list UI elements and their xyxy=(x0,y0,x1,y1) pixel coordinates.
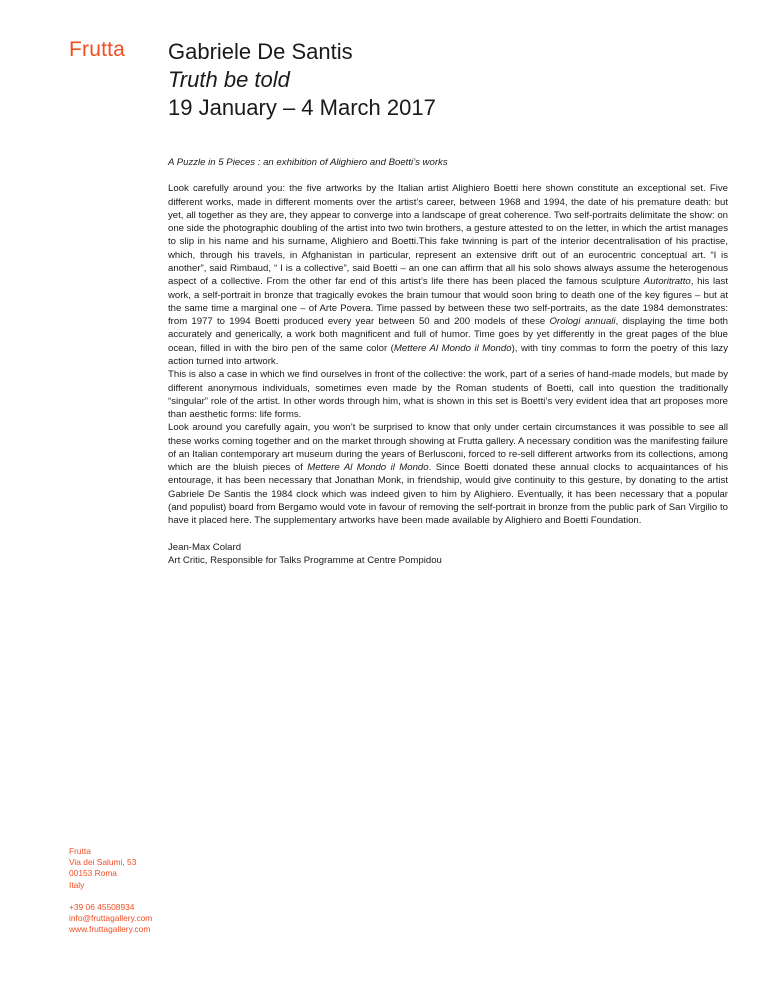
footer-email-link[interactable]: info@fruttagallery.com xyxy=(69,913,153,924)
press-release-body xyxy=(168,156,728,567)
author-name: Jean-Max Colard xyxy=(168,541,242,553)
essay-paragraph xyxy=(168,368,728,421)
footer-address-street: Via dei Salumi, 53 xyxy=(69,857,137,868)
footer-website-link[interactable]: www.fruttagallery.com xyxy=(69,924,151,935)
artist-name: Gabriele De Santis xyxy=(168,39,353,64)
gallery-contact-footer xyxy=(69,846,229,935)
essay-text xyxy=(168,182,728,527)
essay-paragraph xyxy=(168,182,728,368)
artwork-title: Autoritratto xyxy=(643,276,691,288)
essay-text-segment: , his last work, a self-portrait in bronze that tragically evokes the brain tumour that would soon bring to death one of the key figures – but at the same time a marginal one – of Arte Povera. Time passed by between these two self-portraits, as the date 1984 demonstrates: from 1977 to 1994 Boetti produced every year between 50 and 200 models of these xyxy=(168,276,728,328)
artwork-title: Mettere Al Mondo il Mondo xyxy=(393,342,512,354)
essay-text-segment: , displaying the time both accurately and generically, a work both magnificent and full of humor. Time goes by yet differently in the great pages of the blue ocean, filled in with the biro pen of the same color ( xyxy=(168,316,728,354)
essay-text-segment: . Since Boetti donated these annual clocks to acquaintances of his entourage, it has been necessary that Jonathan Monk, in friendship, would give continuity to this gesture, by donating to the artist Gabriele De Santis the 1984 clock which was indeed given to him by Alighiero. Eventually, it has been necessary that a popular (and populist) board from Bergamo would vote in favour of removing the self-portrait in bronze from the public park of San Virgilio to have it placed here. The supplementary artworks have been made available by Alighiero and Boetti Foundation. xyxy=(168,462,728,527)
exhibition-title: Truth be told xyxy=(168,67,290,92)
author-role: Art Critic, Responsible for Talks Programme at Centre Pompidou xyxy=(168,554,442,566)
essay-paragraph xyxy=(168,421,728,527)
author-signature xyxy=(168,541,728,568)
footer-phone: +39 06 45508934 xyxy=(69,901,135,912)
exhibition-dates: 19 January – 4 March 2017 xyxy=(168,95,436,120)
press-release-header xyxy=(168,38,728,122)
gallery-logo: Frutta xyxy=(69,38,126,61)
essay-text-segment: This is also a case in which we find ourselves in front of the collective: the work, part of a series of hand-made models, but made by different anonymous individuals, sometimes even made by the Roman students of Boetti, call into question the traditionally “singular” role of the artist. In other words through him, what is shown in this set is Boetti’s very evident idea that art proposes more than aesthetic forms: life forms. xyxy=(168,369,728,421)
essay-text-segment: Look carefully around you: the five artworks by the Italian artist Alighiero Boetti here shown constitute an exceptional set. Five different works, made in different moments over the artist’s career, between 1968 and 1994, the date of his premature death: but yet, all together as they are, they appear to converge into a landscape of great coherence. Two self-portraits delimitate the show: on one side the photographic doubling of the artist into two twin brothers, a gesture attested to on the letter, in which the artist manages to slip in his name and his surname, Alighiero and Boetti.This fake twinning is part of the interior decentralisation of his practise, which, through his travels, in Afghanistan in particular, represent an extensive drift out of an eurocentric conceptual art. “I is another”, said Rimbaud, “ I is a collective”, said Boetti – an one can affirm that all his solo shows always assume the heterogenous aspect of a collective. From the other far end of this artist’s life there has been placed the famous sculpture xyxy=(168,183,728,288)
essay-text-segment: Look around you carefully again, you won’t be surprised to know that only under certain circumstances it was possible to see all these works coming together and on the market through showing at Frutta gallery. A necessary condition was the manifesting failure of an Italian contemporary art museum during the years of Berlusconi, forced to re-sell different artworks from its collections, among which are the bluish pieces of xyxy=(168,422,728,474)
footer-address-country: Italy xyxy=(69,879,85,890)
exhibition-subtitle: A Puzzle in 5 Pieces : an exhibition of Alighiero and Boetti’s works xyxy=(168,157,448,168)
artwork-title: Mettere Al Mondo il Mondo xyxy=(307,462,429,474)
footer-address-city: 00153 Roma xyxy=(69,868,117,879)
artwork-title: Orologi annuali xyxy=(549,316,616,328)
essay-text-segment: ), with tiny commas to form the poetry of this lazy action turned into artwork. xyxy=(168,342,729,367)
footer-gallery-name: Frutta xyxy=(69,846,91,856)
